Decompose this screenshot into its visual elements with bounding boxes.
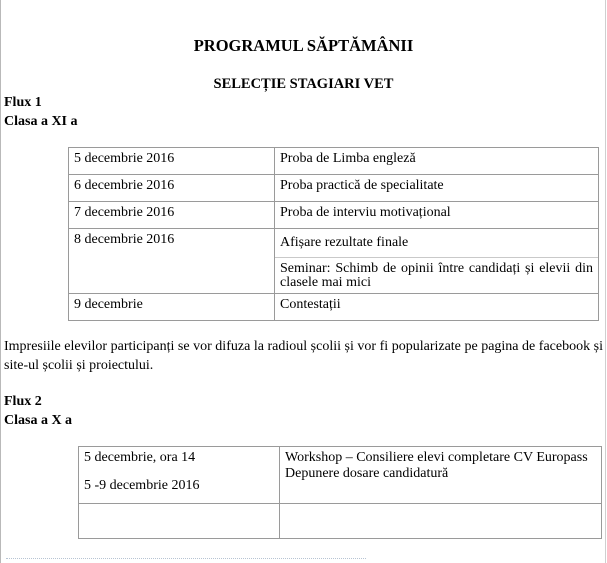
activity-cell: [280, 447, 602, 504]
table-row: [69, 148, 599, 175]
document-title: PROGRAMUL SĂPTĂMÂNII: [193, 36, 414, 55]
faded-text-line: [6, 558, 366, 561]
body-paragraph: Impresiile elevilor participanți se vor difuza la radioul școlii și vor fi popularizate pe pagina de facebook și site-ul școlii și proiectului.: [4, 339, 603, 373]
flux1-schedule-table: [68, 147, 599, 321]
activity-cell: Contestații: [275, 294, 599, 321]
date-cell: 9 decembrie: [69, 294, 275, 321]
flux2-heading: Flux 2: [4, 394, 42, 409]
date-cell: 6 decembrie 2016: [69, 175, 275, 202]
document-subtitle: SELECȚIE STAGIARI VET: [213, 76, 394, 92]
date-cell: 5 decembrie 2016: [69, 148, 275, 175]
date-text: 5 decembrie, ora 14: [84, 450, 196, 465]
table-row: [69, 294, 599, 321]
activity-text: Afișare rezultate finale: [280, 235, 409, 250]
activity-cell: [275, 229, 599, 294]
activity-text: Workshop – Consiliere elevi completare CV Europass: [285, 450, 588, 465]
date-cell: [79, 504, 280, 539]
date-cell: [79, 447, 280, 504]
activity-cell: Proba de interviu motivațional: [275, 202, 599, 229]
table-row: [79, 447, 602, 504]
activity-text: Depunere dosare candidatură: [285, 466, 449, 481]
table-row: [69, 202, 599, 229]
flux2-class-heading: Clasa a X a: [4, 413, 73, 428]
spacer: [84, 466, 274, 478]
activity-cell: [280, 504, 602, 539]
activity-cell: Proba de Limba engleză: [275, 148, 599, 175]
date-cell: 7 decembrie 2016: [69, 202, 275, 229]
date-text: 5 -9 decembrie 2016: [84, 478, 200, 493]
flux1-class-heading: Clasa a XI a: [4, 114, 78, 129]
activity-cell: Proba practică de specialitate: [275, 175, 599, 202]
flux2-schedule-table: [78, 446, 602, 539]
date-cell: 8 decembrie 2016: [69, 229, 275, 294]
table-row: [79, 504, 602, 539]
table-row: [69, 229, 599, 294]
seminar-text: Seminar: Schimb de opinii între candidați și elevii din clasele mai mici: [280, 261, 593, 290]
flux1-heading: Flux 1: [4, 95, 42, 110]
table-row: [69, 175, 599, 202]
